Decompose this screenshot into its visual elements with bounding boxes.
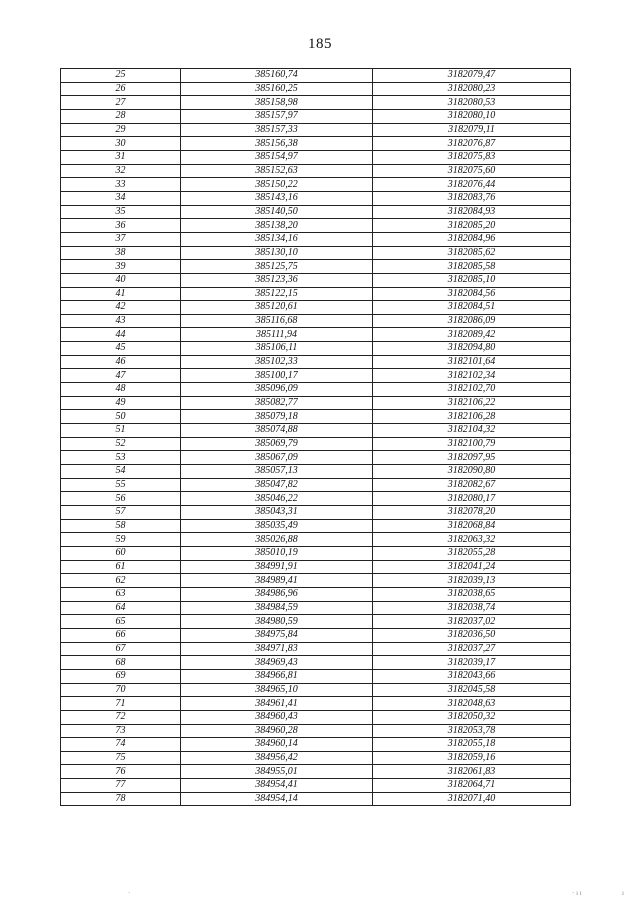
point-number-cell: 35 [61, 205, 181, 219]
y-coordinate-cell: 3182080,17 [373, 492, 571, 506]
x-coordinate-cell: 385074,88 [181, 424, 373, 438]
scan-footer-marks: · · ı ı ı [128, 889, 624, 897]
x-coordinate-cell: 385160,25 [181, 82, 373, 96]
x-coordinate-cell: 385156,38 [181, 137, 373, 151]
y-coordinate-cell: 3182043,66 [373, 669, 571, 683]
y-coordinate-cell: 3182038,74 [373, 601, 571, 615]
table-row [61, 410, 571, 424]
x-coordinate-cell: 385158,98 [181, 96, 373, 110]
table-row [61, 683, 571, 697]
table-row [61, 779, 571, 793]
point-number-cell: 69 [61, 669, 181, 683]
x-coordinate-cell: 384961,41 [181, 697, 373, 711]
coordinates-table [60, 68, 571, 806]
y-coordinate-cell: 3182084,96 [373, 232, 571, 246]
x-coordinate-cell: 385035,49 [181, 519, 373, 533]
y-coordinate-cell: 3182079,47 [373, 69, 571, 83]
x-coordinate-cell: 385138,20 [181, 219, 373, 233]
x-coordinate-cell: 384965,10 [181, 683, 373, 697]
point-number-cell: 60 [61, 546, 181, 560]
table-row [61, 478, 571, 492]
y-coordinate-cell: 3182050,32 [373, 710, 571, 724]
point-number-cell: 46 [61, 355, 181, 369]
y-coordinate-cell: 3182079,11 [373, 123, 571, 137]
point-number-cell: 76 [61, 765, 181, 779]
point-number-cell: 55 [61, 478, 181, 492]
y-coordinate-cell: 3182084,56 [373, 287, 571, 301]
y-coordinate-cell: 3182064,71 [373, 779, 571, 793]
y-coordinate-cell: 3182085,62 [373, 246, 571, 260]
point-number-cell: 56 [61, 492, 181, 506]
x-coordinate-cell: 384986,96 [181, 587, 373, 601]
y-coordinate-cell: 3182106,28 [373, 410, 571, 424]
point-number-cell: 66 [61, 628, 181, 642]
y-coordinate-cell: 3182094,80 [373, 342, 571, 356]
point-number-cell: 45 [61, 342, 181, 356]
x-coordinate-cell: 385102,33 [181, 355, 373, 369]
table-row [61, 546, 571, 560]
point-number-cell: 37 [61, 232, 181, 246]
y-coordinate-cell: 3182083,76 [373, 191, 571, 205]
x-coordinate-cell: 385096,09 [181, 383, 373, 397]
y-coordinate-cell: 3182063,32 [373, 533, 571, 547]
table-row [61, 642, 571, 656]
y-coordinate-cell: 3182084,51 [373, 301, 571, 315]
point-number-cell: 49 [61, 396, 181, 410]
table-row [61, 178, 571, 192]
point-number-cell: 47 [61, 369, 181, 383]
table-row [61, 710, 571, 724]
table-row [61, 246, 571, 260]
table-row [61, 150, 571, 164]
y-coordinate-cell: 3182101,64 [373, 355, 571, 369]
y-coordinate-cell: 3182053,78 [373, 724, 571, 738]
y-coordinate-cell: 3182048,63 [373, 697, 571, 711]
point-number-cell: 71 [61, 697, 181, 711]
x-coordinate-cell: 385010,19 [181, 546, 373, 560]
point-number-cell: 41 [61, 287, 181, 301]
x-coordinate-cell: 384980,59 [181, 615, 373, 629]
point-number-cell: 64 [61, 601, 181, 615]
table-row [61, 587, 571, 601]
table-row [61, 669, 571, 683]
y-coordinate-cell: 3182084,93 [373, 205, 571, 219]
y-coordinate-cell: 3182037,02 [373, 615, 571, 629]
x-coordinate-cell: 384984,59 [181, 601, 373, 615]
x-coordinate-cell: 385026,88 [181, 533, 373, 547]
table-row [61, 738, 571, 752]
point-number-cell: 48 [61, 383, 181, 397]
point-number-cell: 40 [61, 273, 181, 287]
table-row [61, 301, 571, 315]
x-coordinate-cell: 385122,15 [181, 287, 373, 301]
y-coordinate-cell: 3182080,23 [373, 82, 571, 96]
point-number-cell: 58 [61, 519, 181, 533]
table-row [61, 396, 571, 410]
point-number-cell: 34 [61, 191, 181, 205]
point-number-cell: 53 [61, 451, 181, 465]
table-row [61, 260, 571, 274]
point-number-cell: 29 [61, 123, 181, 137]
x-coordinate-cell: 385043,31 [181, 506, 373, 520]
x-coordinate-cell: 385160,74 [181, 69, 373, 83]
table-row [61, 232, 571, 246]
y-coordinate-cell: 3182097,95 [373, 451, 571, 465]
table-row [61, 656, 571, 670]
table-row [61, 219, 571, 233]
y-coordinate-cell: 3182055,18 [373, 738, 571, 752]
x-coordinate-cell: 384969,43 [181, 656, 373, 670]
x-coordinate-cell: 384954,14 [181, 792, 373, 806]
x-coordinate-cell: 384971,83 [181, 642, 373, 656]
point-number-cell: 67 [61, 642, 181, 656]
table-row [61, 533, 571, 547]
x-coordinate-cell: 385111,94 [181, 328, 373, 342]
table-row [61, 109, 571, 123]
point-number-cell: 38 [61, 246, 181, 260]
x-coordinate-cell: 385150,22 [181, 178, 373, 192]
table-row [61, 383, 571, 397]
point-number-cell: 33 [61, 178, 181, 192]
table-row [61, 314, 571, 328]
x-coordinate-cell: 384991,91 [181, 560, 373, 574]
y-coordinate-cell: 3182104,32 [373, 424, 571, 438]
x-coordinate-cell: 384954,41 [181, 779, 373, 793]
table-row [61, 519, 571, 533]
y-coordinate-cell: 3182080,53 [373, 96, 571, 110]
table-row [61, 751, 571, 765]
x-coordinate-cell: 385069,79 [181, 437, 373, 451]
point-number-cell: 68 [61, 656, 181, 670]
table-row [61, 123, 571, 137]
table-row [61, 765, 571, 779]
table-row [61, 465, 571, 479]
table-row [61, 191, 571, 205]
y-coordinate-cell: 3182080,10 [373, 109, 571, 123]
point-number-cell: 31 [61, 150, 181, 164]
table-row [61, 137, 571, 151]
x-coordinate-cell: 385100,17 [181, 369, 373, 383]
point-number-cell: 42 [61, 301, 181, 315]
y-coordinate-cell: 3182085,20 [373, 219, 571, 233]
x-coordinate-cell: 384956,42 [181, 751, 373, 765]
y-coordinate-cell: 3182036,50 [373, 628, 571, 642]
table-row [61, 560, 571, 574]
x-coordinate-cell: 384960,28 [181, 724, 373, 738]
table-row [61, 273, 571, 287]
y-coordinate-cell: 3182085,10 [373, 273, 571, 287]
x-coordinate-cell: 385057,13 [181, 465, 373, 479]
point-number-cell: 72 [61, 710, 181, 724]
y-coordinate-cell: 3182071,40 [373, 792, 571, 806]
table-row [61, 601, 571, 615]
y-coordinate-cell: 3182059,16 [373, 751, 571, 765]
x-coordinate-cell: 385046,22 [181, 492, 373, 506]
point-number-cell: 70 [61, 683, 181, 697]
point-number-cell: 28 [61, 109, 181, 123]
point-number-cell: 74 [61, 738, 181, 752]
table-row [61, 492, 571, 506]
table-row [61, 287, 571, 301]
y-coordinate-cell: 3182076,44 [373, 178, 571, 192]
table-row [61, 437, 571, 451]
coordinates-table-body [61, 69, 571, 806]
table-row [61, 369, 571, 383]
point-number-cell: 44 [61, 328, 181, 342]
y-coordinate-cell: 3182039,17 [373, 656, 571, 670]
table-row [61, 724, 571, 738]
table-row [61, 69, 571, 83]
x-coordinate-cell: 385047,82 [181, 478, 373, 492]
point-number-cell: 73 [61, 724, 181, 738]
table-row [61, 574, 571, 588]
table-row [61, 96, 571, 110]
point-number-cell: 52 [61, 437, 181, 451]
y-coordinate-cell: 3182037,27 [373, 642, 571, 656]
table-row [61, 792, 571, 806]
x-coordinate-cell: 384966,81 [181, 669, 373, 683]
x-coordinate-cell: 385067,09 [181, 451, 373, 465]
x-coordinate-cell: 385106,11 [181, 342, 373, 356]
point-number-cell: 27 [61, 96, 181, 110]
y-coordinate-cell: 3182068,84 [373, 519, 571, 533]
x-coordinate-cell: 385123,36 [181, 273, 373, 287]
point-number-cell: 30 [61, 137, 181, 151]
y-coordinate-cell: 3182041,24 [373, 560, 571, 574]
table-row [61, 205, 571, 219]
y-coordinate-cell: 3182082,67 [373, 478, 571, 492]
y-coordinate-cell: 3182078,20 [373, 506, 571, 520]
point-number-cell: 77 [61, 779, 181, 793]
table-row [61, 506, 571, 520]
table-row [61, 82, 571, 96]
x-coordinate-cell: 385152,63 [181, 164, 373, 178]
y-coordinate-cell: 3182085,58 [373, 260, 571, 274]
point-number-cell: 62 [61, 574, 181, 588]
point-number-cell: 36 [61, 219, 181, 233]
x-coordinate-cell: 384955,01 [181, 765, 373, 779]
y-coordinate-cell: 3182102,34 [373, 369, 571, 383]
x-coordinate-cell: 385082,77 [181, 396, 373, 410]
y-coordinate-cell: 3182045,58 [373, 683, 571, 697]
x-coordinate-cell: 385125,75 [181, 260, 373, 274]
x-coordinate-cell: 385134,16 [181, 232, 373, 246]
point-number-cell: 26 [61, 82, 181, 96]
point-number-cell: 63 [61, 587, 181, 601]
y-coordinate-cell: 3182038,65 [373, 587, 571, 601]
x-coordinate-cell: 385116,68 [181, 314, 373, 328]
point-number-cell: 43 [61, 314, 181, 328]
y-coordinate-cell: 3182061,83 [373, 765, 571, 779]
x-coordinate-cell: 385130,10 [181, 246, 373, 260]
table-row [61, 615, 571, 629]
point-number-cell: 61 [61, 560, 181, 574]
x-coordinate-cell: 385120,61 [181, 301, 373, 315]
y-coordinate-cell: 3182075,83 [373, 150, 571, 164]
y-coordinate-cell: 3182089,42 [373, 328, 571, 342]
point-number-cell: 54 [61, 465, 181, 479]
point-number-cell: 32 [61, 164, 181, 178]
x-coordinate-cell: 384989,41 [181, 574, 373, 588]
x-coordinate-cell: 385157,33 [181, 123, 373, 137]
table-row [61, 355, 571, 369]
table-row [61, 697, 571, 711]
page-number: 185 [308, 36, 332, 52]
point-number-cell: 75 [61, 751, 181, 765]
y-coordinate-cell: 3182055,28 [373, 546, 571, 560]
y-coordinate-cell: 3182102,70 [373, 383, 571, 397]
x-coordinate-cell: 384960,43 [181, 710, 373, 724]
table-row [61, 424, 571, 438]
x-coordinate-cell: 385157,97 [181, 109, 373, 123]
y-coordinate-cell: 3182039,13 [373, 574, 571, 588]
y-coordinate-cell: 3182076,87 [373, 137, 571, 151]
point-number-cell: 59 [61, 533, 181, 547]
x-coordinate-cell: 385154,97 [181, 150, 373, 164]
x-coordinate-cell: 384975,84 [181, 628, 373, 642]
y-coordinate-cell: 3182075,60 [373, 164, 571, 178]
table-row [61, 451, 571, 465]
y-coordinate-cell: 3182100,79 [373, 437, 571, 451]
point-number-cell: 57 [61, 506, 181, 520]
point-number-cell: 78 [61, 792, 181, 806]
point-number-cell: 25 [61, 69, 181, 83]
y-coordinate-cell: 3182106,22 [373, 396, 571, 410]
y-coordinate-cell: 3182086,09 [373, 314, 571, 328]
x-coordinate-cell: 385140,50 [181, 205, 373, 219]
x-coordinate-cell: 384960,14 [181, 738, 373, 752]
point-number-cell: 65 [61, 615, 181, 629]
point-number-cell: 39 [61, 260, 181, 274]
y-coordinate-cell: 3182090,80 [373, 465, 571, 479]
table-row [61, 164, 571, 178]
table-row [61, 342, 571, 356]
x-coordinate-cell: 385143,16 [181, 191, 373, 205]
point-number-cell: 51 [61, 424, 181, 438]
table-row [61, 628, 571, 642]
table-row [61, 328, 571, 342]
point-number-cell: 50 [61, 410, 181, 424]
x-coordinate-cell: 385079,18 [181, 410, 373, 424]
